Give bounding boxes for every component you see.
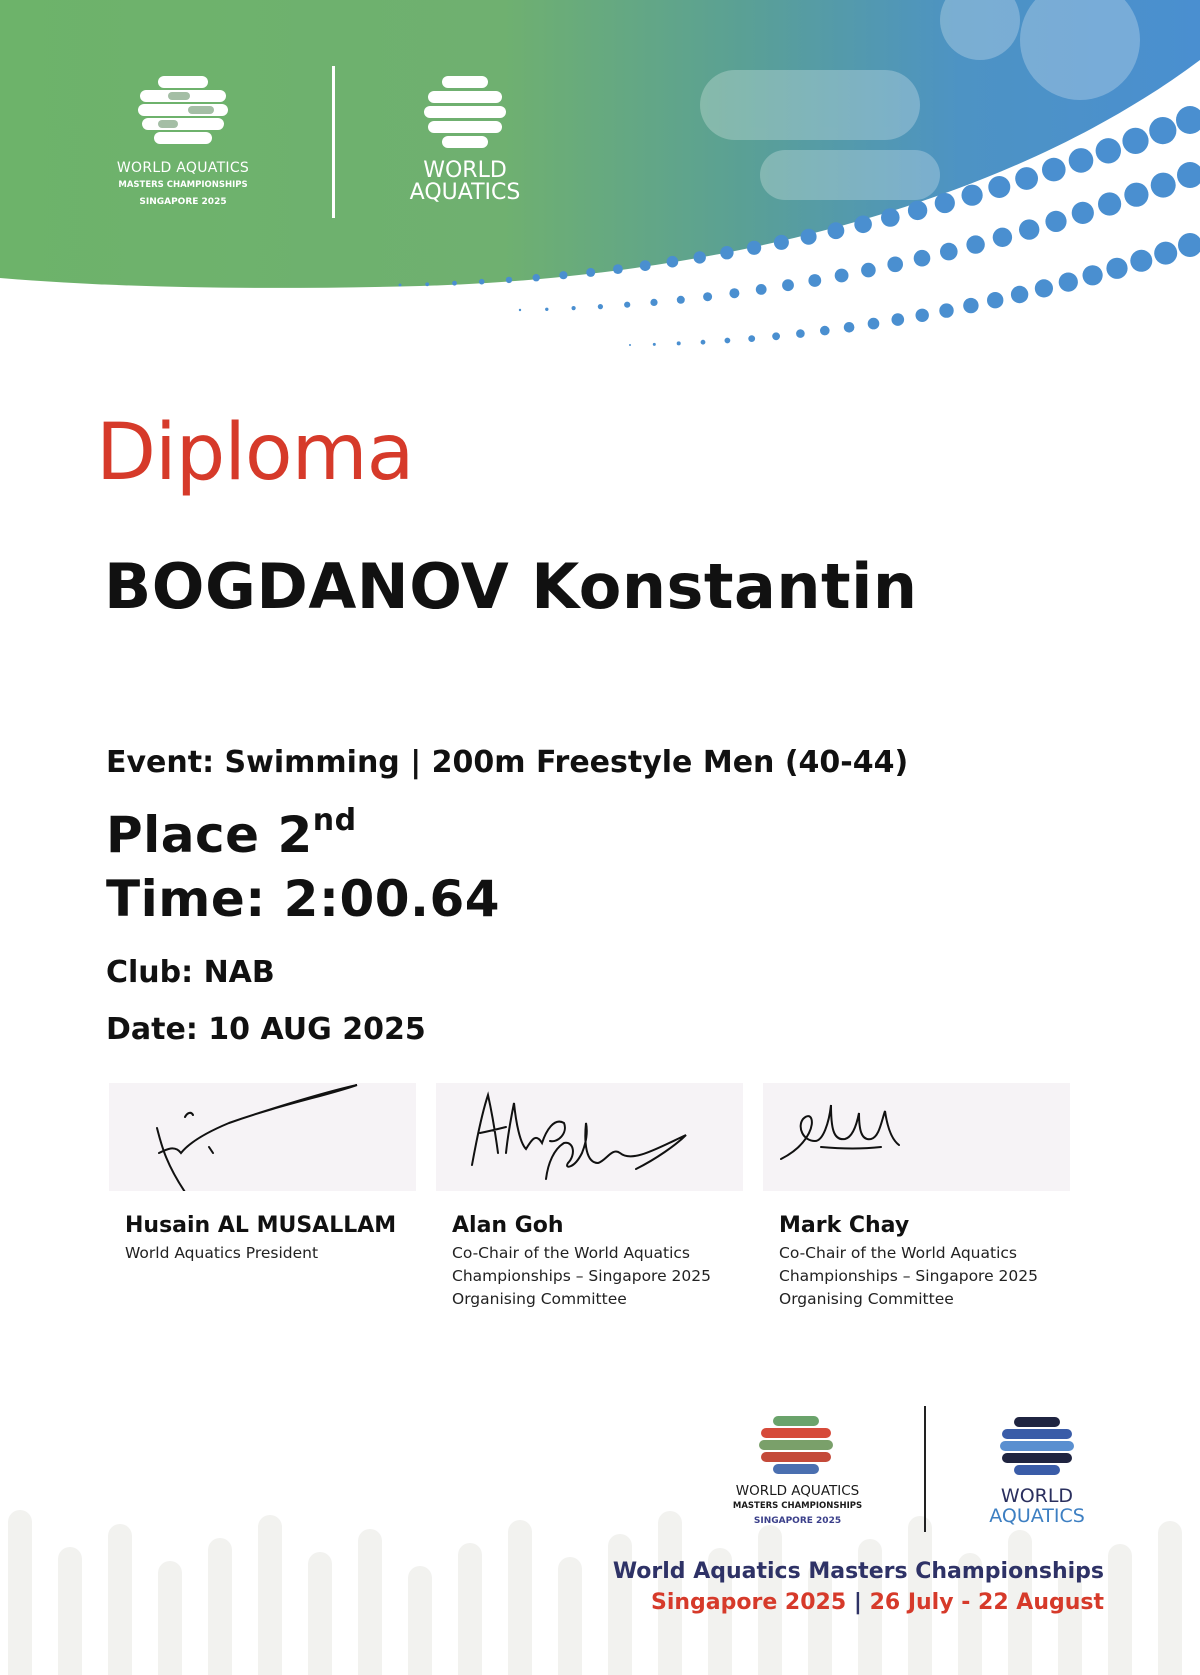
header-dot bbox=[820, 326, 830, 336]
header-dot bbox=[993, 228, 1012, 247]
header-dot bbox=[772, 332, 780, 340]
header-dot bbox=[748, 335, 755, 342]
signature-box bbox=[436, 1083, 743, 1191]
header-dot bbox=[916, 309, 929, 322]
signature-image bbox=[763, 1083, 1070, 1191]
header-dot bbox=[1122, 128, 1148, 154]
header-dot bbox=[782, 279, 794, 291]
header-dot bbox=[1178, 233, 1200, 257]
footer-championship-logo-line2: MASTERS CHAMPIONSHIPS bbox=[732, 1501, 863, 1511]
signatory-role bbox=[452, 1242, 743, 1311]
signatory-block-president bbox=[109, 1083, 416, 1265]
header-dot bbox=[624, 302, 630, 308]
header-dot bbox=[1015, 167, 1038, 190]
championship-logo-icon bbox=[88, 70, 278, 155]
world-aquatics-logo-icon bbox=[390, 72, 540, 152]
footer-pill bbox=[208, 1538, 232, 1675]
footer-world-aquatics-logo-line1: WORLD bbox=[1000, 1485, 1074, 1507]
header-dot bbox=[828, 222, 845, 239]
header-dot bbox=[801, 229, 817, 245]
place-label: Place 2 bbox=[106, 806, 313, 864]
header-dot bbox=[667, 256, 679, 268]
event-line: Event: Swimming | 200m Freestyle Men (40-44) bbox=[106, 745, 909, 780]
header-dot bbox=[1106, 258, 1127, 279]
header-dot bbox=[1069, 148, 1094, 173]
footer-pill bbox=[1108, 1544, 1132, 1675]
header-dot bbox=[861, 263, 876, 278]
header-dot bbox=[1083, 265, 1103, 285]
signatory-block-cochair-2 bbox=[763, 1083, 1070, 1311]
footer-pill bbox=[58, 1547, 82, 1675]
header-dot bbox=[677, 296, 685, 304]
time-line: Time: 2:00.64 bbox=[106, 870, 501, 928]
signatory-role-line: Championships – Singapore 2025 bbox=[779, 1267, 1038, 1285]
footer-pill bbox=[508, 1520, 532, 1675]
header-dot bbox=[935, 193, 955, 213]
header-dot bbox=[425, 282, 429, 286]
header-dot bbox=[1177, 162, 1200, 188]
signatory-role-line: Organising Committee bbox=[779, 1290, 954, 1308]
world-aquatics-logo-line2: AQUATICS bbox=[409, 180, 521, 205]
footer-pill bbox=[358, 1529, 382, 1675]
footer-world-aquatics-logo bbox=[972, 1413, 1102, 1528]
header-dot bbox=[1072, 202, 1094, 224]
header-dot bbox=[892, 313, 905, 326]
header-dot bbox=[1149, 117, 1176, 144]
header-dot bbox=[1011, 286, 1028, 303]
signatory-name: Mark Chay bbox=[779, 1213, 910, 1238]
header-dot bbox=[729, 288, 739, 298]
header-dot bbox=[868, 318, 880, 330]
header-dot bbox=[640, 260, 651, 271]
header-dot bbox=[1130, 250, 1152, 272]
header-dot bbox=[1154, 242, 1177, 265]
header-dot bbox=[1035, 279, 1053, 297]
signatory-role-line: World Aquatics President bbox=[125, 1244, 319, 1262]
world-aquatics-logo-icon bbox=[972, 1413, 1102, 1483]
footer-logo-divider bbox=[924, 1406, 926, 1532]
footer-dates-range: 26 July - 22 August bbox=[869, 1590, 1104, 1615]
header-dot bbox=[559, 271, 567, 279]
signatory-role-line: Co-Chair of the World Aquatics bbox=[452, 1244, 690, 1262]
header-dot bbox=[1124, 183, 1148, 207]
footer-pill bbox=[158, 1561, 182, 1675]
signatory-block-cochair-1 bbox=[436, 1083, 743, 1311]
footer-pill bbox=[108, 1524, 132, 1675]
signatory-role bbox=[779, 1242, 1070, 1311]
header-dot bbox=[887, 257, 903, 273]
header-dot bbox=[653, 343, 656, 346]
signature-image bbox=[109, 1083, 416, 1191]
header-dot bbox=[677, 341, 681, 345]
header-dot bbox=[1019, 219, 1039, 239]
header-dot bbox=[598, 304, 603, 309]
header-dot bbox=[988, 176, 1010, 198]
recipient-name: BOGDANOV Konstantin bbox=[104, 550, 918, 623]
header-dot bbox=[1096, 138, 1121, 163]
championship-logo-line3: SINGAPORE 2025 bbox=[139, 197, 227, 207]
header-dot bbox=[586, 268, 595, 277]
footer-pill bbox=[558, 1557, 582, 1675]
footer-pill bbox=[1158, 1521, 1182, 1675]
footer-world-aquatics-logo-line2: AQUATICS bbox=[989, 1505, 1085, 1527]
footer-dates-separator: | bbox=[853, 1590, 862, 1615]
header-dot bbox=[835, 269, 849, 283]
header-dot bbox=[940, 243, 958, 261]
championship-logo bbox=[88, 70, 278, 210]
header-dot bbox=[694, 251, 706, 263]
footer-event-dates bbox=[651, 1590, 1104, 1615]
header-dot bbox=[987, 292, 1003, 308]
place-line bbox=[106, 803, 357, 864]
header-dot bbox=[808, 274, 821, 287]
place-suffix: nd bbox=[312, 803, 357, 838]
header-dot bbox=[519, 309, 521, 311]
header-dot bbox=[701, 340, 706, 345]
header-dot bbox=[720, 246, 733, 259]
signatory-role bbox=[125, 1242, 416, 1265]
footer-pill bbox=[458, 1543, 482, 1675]
signatory-role-line: Organising Committee bbox=[452, 1290, 627, 1308]
header-dot bbox=[914, 250, 931, 267]
signature-image bbox=[436, 1083, 743, 1191]
header-dot bbox=[725, 338, 731, 344]
footer-pill bbox=[408, 1566, 432, 1675]
signatory-role-line: Co-Chair of the World Aquatics bbox=[779, 1244, 1017, 1262]
header-dot bbox=[572, 306, 576, 310]
footer-championship-logo-line3: SINGAPORE 2025 bbox=[753, 1516, 842, 1526]
header-dot bbox=[844, 322, 855, 333]
header-dot bbox=[1059, 273, 1078, 292]
header-dot bbox=[1098, 192, 1121, 215]
header-dot bbox=[939, 303, 953, 317]
signatory-role-line: Championships – Singapore 2025 bbox=[452, 1267, 711, 1285]
header-dot bbox=[1042, 158, 1066, 182]
header-dot bbox=[1176, 106, 1200, 134]
diploma-title: Diploma bbox=[96, 408, 414, 498]
header-dot bbox=[650, 299, 657, 306]
header-dot bbox=[962, 185, 983, 206]
footer-championship-logo bbox=[715, 1412, 880, 1532]
header-dot bbox=[506, 277, 512, 283]
date-line: Date: 10 AUG 2025 bbox=[106, 1012, 426, 1047]
header-dot bbox=[479, 279, 485, 285]
world-aquatics-logo-line1: WORLD bbox=[423, 158, 507, 183]
header-dot bbox=[399, 284, 402, 287]
header-dot bbox=[545, 308, 548, 311]
header-logo-divider bbox=[332, 66, 335, 218]
header-dot bbox=[908, 201, 927, 220]
header-dot bbox=[966, 235, 984, 253]
header-dot bbox=[756, 284, 767, 295]
footer-pill bbox=[308, 1552, 332, 1675]
championship-logo-line2: MASTERS CHAMPIONSHIPS bbox=[118, 180, 248, 190]
header-dot bbox=[796, 329, 805, 338]
header-dot bbox=[1151, 173, 1176, 198]
championship-logo-icon bbox=[715, 1412, 880, 1482]
footer-event-title: World Aquatics Masters Championships bbox=[612, 1559, 1104, 1584]
header-dot bbox=[703, 292, 712, 301]
header-dot bbox=[747, 241, 761, 255]
header-dot bbox=[854, 216, 872, 234]
championship-logo-line1: WORLD AQUATICS bbox=[116, 160, 250, 176]
footer-championship-logo-line1: WORLD AQUATICS bbox=[735, 1483, 860, 1499]
footer-dates-location: Singapore 2025 bbox=[651, 1590, 847, 1615]
footer-pill bbox=[258, 1515, 282, 1675]
footer-pill bbox=[8, 1510, 32, 1675]
header-dot bbox=[1045, 211, 1066, 232]
footer-pill bbox=[608, 1534, 632, 1675]
header-dot bbox=[533, 274, 540, 281]
signature-box bbox=[109, 1083, 416, 1191]
world-aquatics-logo bbox=[390, 72, 540, 212]
club-line: Club: NAB bbox=[106, 955, 275, 990]
header-dot bbox=[881, 208, 900, 227]
signatory-name: Alan Goh bbox=[452, 1213, 564, 1238]
header-dot bbox=[613, 264, 623, 274]
header-dot bbox=[452, 281, 457, 286]
header-dot bbox=[963, 298, 978, 313]
signatory-name: Husain AL MUSALLAM bbox=[125, 1213, 397, 1238]
signature-box bbox=[763, 1083, 1070, 1191]
header-dot bbox=[774, 235, 789, 250]
header-dot bbox=[629, 344, 631, 346]
